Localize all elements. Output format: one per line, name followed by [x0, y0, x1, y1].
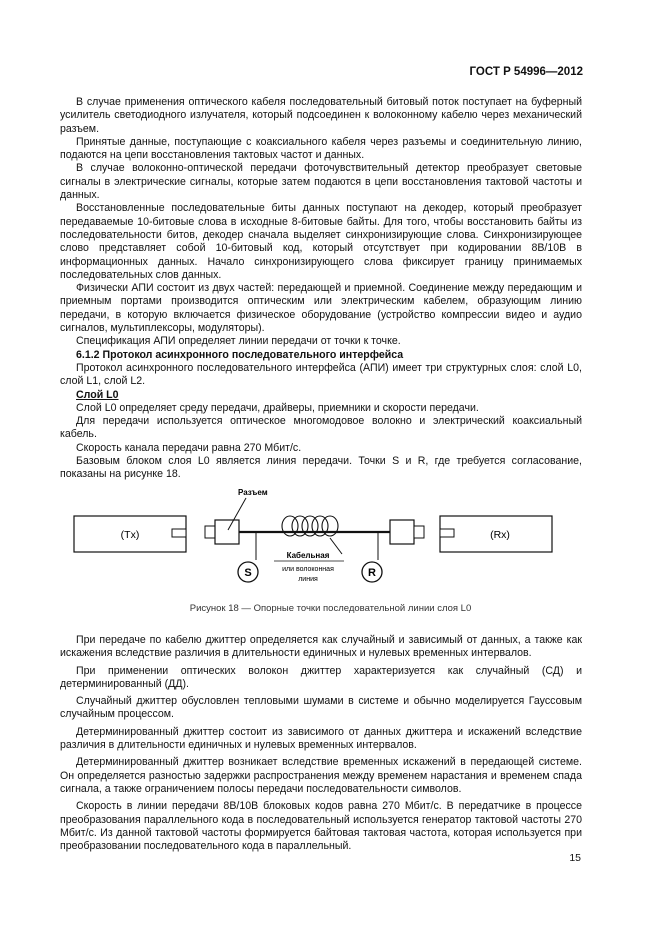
paragraph: Скорость канала передачи равна 270 Мбит/с. — [76, 441, 302, 454]
tx-port — [172, 529, 186, 537]
subsection-heading: Слой L0 — [76, 388, 119, 401]
figure-18 — [60, 486, 582, 602]
paragraph: Детерминированный джиттер возникает вследствие временных искажений в передающей системе. Он определяется разностью задержки распространения между временем нарастания и временем спада сигнала, а также ограничением полосы передачи последовательности символов. — [60, 756, 582, 795]
transmission-line-diagram — [60, 486, 582, 602]
figure-caption: Рисунок 18 — Опорные точки последовательной линии слоя L0 — [189, 603, 472, 614]
paragraph: Спецификация АПИ определяет линии передачи от точки к точке. — [76, 335, 401, 348]
page-number: 15 — [569, 852, 581, 864]
body-text-top — [60, 96, 582, 482]
paragraph: Восстановленные последовательные биты данных поступают на декодер, который преобразует передаваемые 10-битовые слова в исходные 8-битовые байты. Для того, чтобы восстановить байты из последовательности битов, декодер сначала выделяет синхронизирующие слова. Синхронизирующее слово представляет собой 10-битовый код, который отсутствует при кодировании 8B/10B в информационных данных. Начало синхронизирующего слова фиксирует границу принимаемых последовательных слов данных. — [60, 202, 582, 281]
paragraph: Случайный джиттер обусловлен тепловыми шумами в системе и обычно моделируется Гауссовым случайным процессом. — [60, 695, 582, 721]
paragraph: Слой L0 определяет среду передачи, драйверы, приемники и скорости передачи. — [76, 401, 479, 414]
rx-port — [440, 529, 454, 537]
cable-label-line2: или волоконная — [282, 566, 334, 573]
paragraph: Детерминированный джиттер состоит из зависимого от данных джиттера и искажений вследствие различия в длительности единичных и нулевых временных интервалов. — [60, 725, 582, 752]
tx-label: (Tx) — [120, 529, 140, 541]
connector-left — [215, 520, 239, 544]
paragraph: Принятые данные, поступающие с коаксиального кабеля через разъемы и соединительную линию, подаются на цепи восстановления тактовых частот и данных. — [60, 135, 582, 162]
paragraph: При применении оптических волокон джиттер характеризуется как случайный (СД) и детерминированный (ДД). — [60, 664, 582, 690]
paragraph: Для передачи используется оптическое многомодовое волокно и электрический коаксиальный кабель. — [60, 415, 582, 441]
document-header: ГОСТ Р 54996—2012 — [469, 66, 583, 78]
rx-label: (Rx) — [490, 529, 510, 541]
cable-label-line1: Кабельная — [286, 551, 330, 560]
cable-pointer — [330, 538, 342, 554]
body-text-bottom — [60, 634, 582, 857]
point-s-label: S — [244, 567, 252, 579]
connector-label: Разъем — [238, 488, 268, 497]
point-r-label: R — [368, 567, 376, 579]
paragraph: В случае применения оптического кабеля последовательный битовый поток поступает на буферный усилитель светодиодного излучателя, который подсоединен к волоконному кабелю через механический разъем. — [60, 96, 582, 135]
connector-right-small — [414, 526, 424, 538]
cable-label-line3: линия — [298, 576, 318, 583]
connector-right — [390, 520, 414, 544]
paragraph: Физически АПИ состоит из двух частей: передающей и приемной. Соединение между передающим и приемным портами производится оптическим или электрическим кабелем, образующим линию передачи, в которую включается физическое оборудование (устройство компрессии видео и аудио сигналов, мультиплексоры, модуляторы). — [60, 282, 582, 335]
paragraph: Протокол асинхронного последовательного интерфейса (АПИ) имеет три структурных слоя: слой L0, слой L1, слой L2. — [60, 361, 582, 388]
section-heading: 6.1.2 Протокол асинхронного последовательного интерфейса — [76, 348, 404, 361]
paragraph: В случае волоконно-оптической передачи фоточувствительный детектор преобразует световые сигналы в электрические сигналы, которые затем подаются в цепи восстановления тактовой частоты и данных. — [60, 162, 582, 202]
paragraph: Скорость в линии передачи 8B/10B блоковых кодов равна 270 Мбит/с. В передатчике в процессе преобразования параллельного кода в последовательный используется генератор тактовой частоты 270 Мбит/с. Из данной тактовой частоты формируется байтовая тактовая частота, которая используется при преобразовании последовательного кода в параллельный. — [60, 800, 582, 853]
connector-left-small — [205, 526, 215, 538]
paragraph: При передаче по кабелю джиттер определяется как случайный и зависимый от данных, а также как искажения вследствие различия в длительности единичных и нулевых временных интервалов. — [60, 634, 582, 660]
paragraph: Базовым блоком слоя L0 является линия передачи. Точки S и R, где требуется согласование, показаны на рисунке 18. — [60, 455, 582, 481]
